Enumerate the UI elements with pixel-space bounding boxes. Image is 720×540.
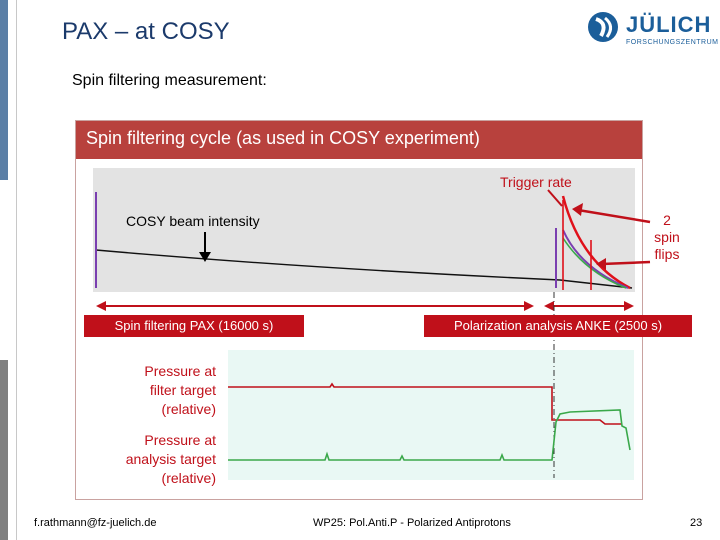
analysis-pressure-line-1: Pressure at xyxy=(144,432,216,448)
spin-flip-arrowhead-1 xyxy=(572,203,583,216)
phase2-span-right-head xyxy=(624,301,634,311)
spin-flip-arrow-2 xyxy=(602,262,650,264)
filter-pressure-line-2: filter target xyxy=(149,382,216,398)
footer-project: WP25: Pol.Anti.P - Polarized Antiprotons xyxy=(313,517,511,529)
beam-arrow-head xyxy=(199,252,211,262)
spin-flips-line-2: spin xyxy=(654,229,680,245)
panel-header-text: Spin filtering cycle (as used in COSY experiment) xyxy=(86,128,480,148)
beam-intensity-curve xyxy=(96,250,632,288)
filter-pressure-trace xyxy=(228,384,622,424)
analysis-pressure-label xyxy=(90,431,216,488)
footer-email: f.rathmann@fz-juelich.de xyxy=(34,517,157,529)
filter-pressure-line-1: Pressure at xyxy=(144,363,216,379)
page-number: 23 xyxy=(690,517,703,529)
slide-title: PAX – at COSY xyxy=(62,18,230,45)
filter-pressure-label xyxy=(100,362,216,419)
phase1-span-left-head xyxy=(96,301,106,311)
trigger-rate-purple-curve xyxy=(563,230,628,288)
slide-subtitle: Spin filtering measurement: xyxy=(72,72,267,89)
beam-intensity-label: COSY beam intensity xyxy=(126,213,260,229)
spin-flips-line-3: flips xyxy=(654,246,680,262)
spin-flips-label xyxy=(646,212,688,263)
analysis-pressure-line-2: analysis target xyxy=(125,451,216,467)
phase2-span-left-head xyxy=(544,301,554,311)
spin-flip-arrow-1 xyxy=(578,210,650,222)
phase1-label: Spin filtering PAX (16000 s) xyxy=(84,315,304,337)
logo-subtext: FORSCHUNGSZENTRUM xyxy=(626,39,719,46)
analysis-pressure-trace xyxy=(228,410,630,460)
phase1-span-right-head xyxy=(524,301,534,311)
phase2-label: Polarization analysis ANKE (2500 s) xyxy=(424,315,692,337)
trigger-rate-label: Trigger rate xyxy=(500,174,572,190)
spin-flips-line-1: 2 xyxy=(663,212,671,228)
trigger-arrow xyxy=(548,190,562,206)
filter-pressure-line-3: (relative) xyxy=(161,401,216,417)
logo-name: JÜLICH xyxy=(626,12,712,37)
analysis-pressure-line-3: (relative) xyxy=(161,470,216,486)
